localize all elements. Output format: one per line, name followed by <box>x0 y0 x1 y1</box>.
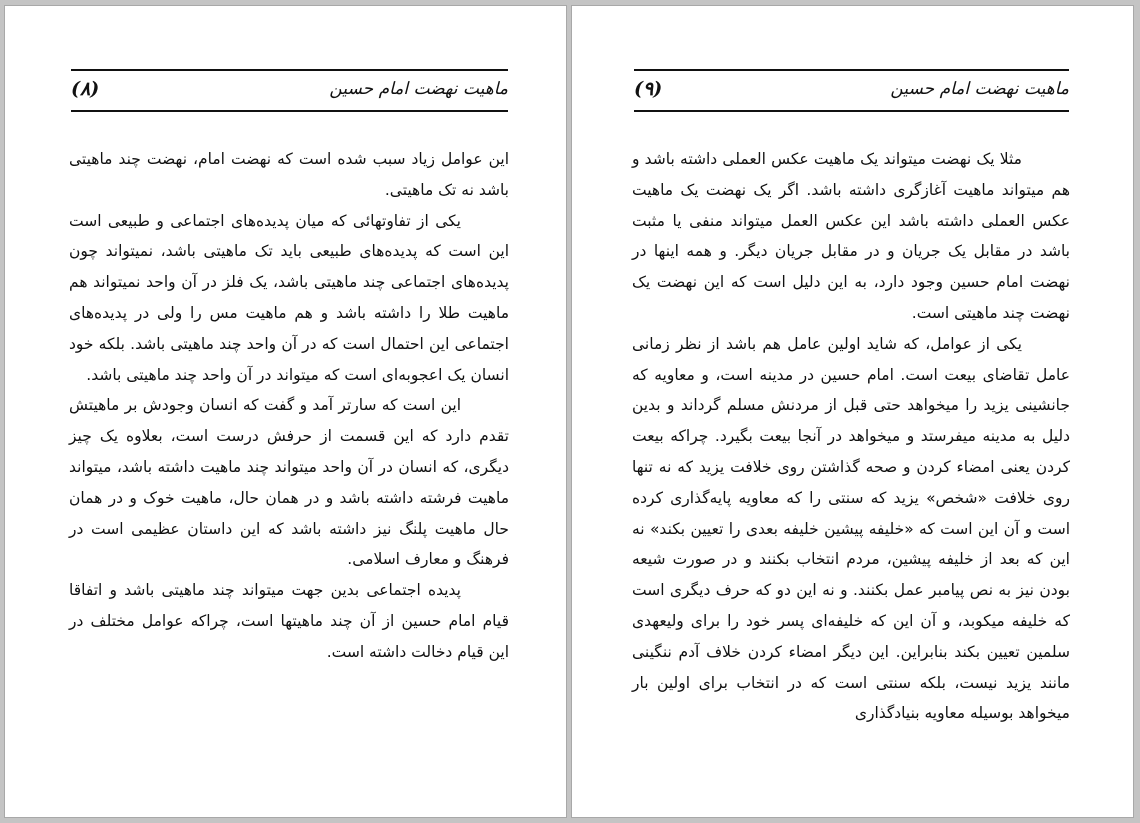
paragraph: یکی از تفاوتهائی که میان پدیده‌های اجتماعی و طبیعی است این است که پدیده‌های طبیعی باید تک ماهیتی باشد، نمیتواند چون پدیده‌های اجتماعی چند ماهیتی باشد، یک فلز در آن واحد نمیتواند هم ماهیت طلا را داشته باشد و هم ماهیت مس را ولی در پدیده‌های اجتماعی این احتمال است که در آن واحد چند ماهیتی باشد. بلکه خود انسان یک اعجوبه‌ای است که میتواند در آن واحد چند ماهیتی باشد. <box>69 211 509 384</box>
page-body <box>69 144 509 668</box>
paragraph: این عوامل زیاد سبب شده است که نهضت امام، نهضت چند ماهیتی باشد نه تک ماهیتی. <box>69 150 509 199</box>
paragraph: پدیده اجتماعی بدین جهت میتواند چند ماهیتی باشد و اتفاقا قیام امام حسین از آن چند ماهیتها است، چراکه عوامل مختلف در این قیام دخالت داشته است. <box>69 581 509 661</box>
left-page <box>4 5 567 818</box>
page-header <box>71 72 508 106</box>
header-rule-bottom <box>634 110 1069 112</box>
page-header <box>634 72 1069 106</box>
paragraph: یکی از عوامل، که شاید اولین عامل هم باشد از نظر زمانی عامل تقاضای بیعت است. امام حسین در مدینه است، و معاویه که جانشینی یزید را میخواهد حتی قبل از مردنش مسلم گرداند و بدین دلیل به مدینه میفرستد و میخواهد در آنجا بیعت بگیرد. چراکه بیعت کردن یعنی امضاء کردن و صحه گذاشتن روی خلافت یزید که نه تنها روی خلافت «شخص» یزید که سنتی را که معاویه پایه‌گذاری کرده است و آن این است که «خلیفه پیشین خلیفه بعدی را تعیین بکند» نه این که بعد از خلیفه پیشین، مردم انتخاب بکنند و در صورت شیعه بودن نیز به نص پیامبر عمل بکنند. و نه این دو که حرف دیگری است که خلیفه میکوبد، و آن این که خلیفه‌ای پسر خود را برای ولیعهدی سلمین تعیین بکند بنابراین. این دیگر امضاء کردن خلاف آدم ننگینی مانند یزید نیست، بلکه سنتی است که در انتخاب برای اولین بار میخواهد بوسیله معاویه بنیادگذاری <box>632 334 1070 723</box>
right-page <box>571 5 1134 818</box>
header-rule-bottom <box>71 110 508 112</box>
paragraph: مثلا یک نهضت میتواند یک ماهیت عکس العملی داشته باشد و هم میتواند ماهیت آغازگری داشته باشد. اگر یک نهضت یک ماهیت عکس العملی داشته باشد این عکس العمل میتواند منفی یا مثبت باشد در مقابل یک جریان و در مقابل جریان دیگر. و همه اینها در نهضت امام حسین وجود دارد، به این دلیل است که این نهضت یک نهضت چند ماهیتی است. <box>632 150 1070 322</box>
header-rule-top <box>71 69 508 71</box>
running-title: ماهیت نهضت امام حسین <box>329 79 508 99</box>
paragraph: این است که سارتر آمد و گفت که انسان وجودش بر ماهیتش تقدم دارد که این قسمت از حرفش درست است، بعلاوه یک چیز دیگری، که انسان در آن واحد میتواند چند ماهیت داشته باشد، میتواند ماهیت فرشته داشته باشد و در همان حال، ماهیت خوک و در همان حال ماهیت پلنگ نیز داشته باشد که این داستان عظیمی است در فرهنگ و معارف اسلامی. <box>69 396 509 569</box>
running-title: ماهیت نهضت امام حسین <box>890 79 1069 99</box>
header-rule-top <box>634 69 1069 71</box>
page-body <box>632 144 1070 729</box>
page-number: (۸) <box>71 78 100 100</box>
page-number: (۹) <box>634 78 663 100</box>
